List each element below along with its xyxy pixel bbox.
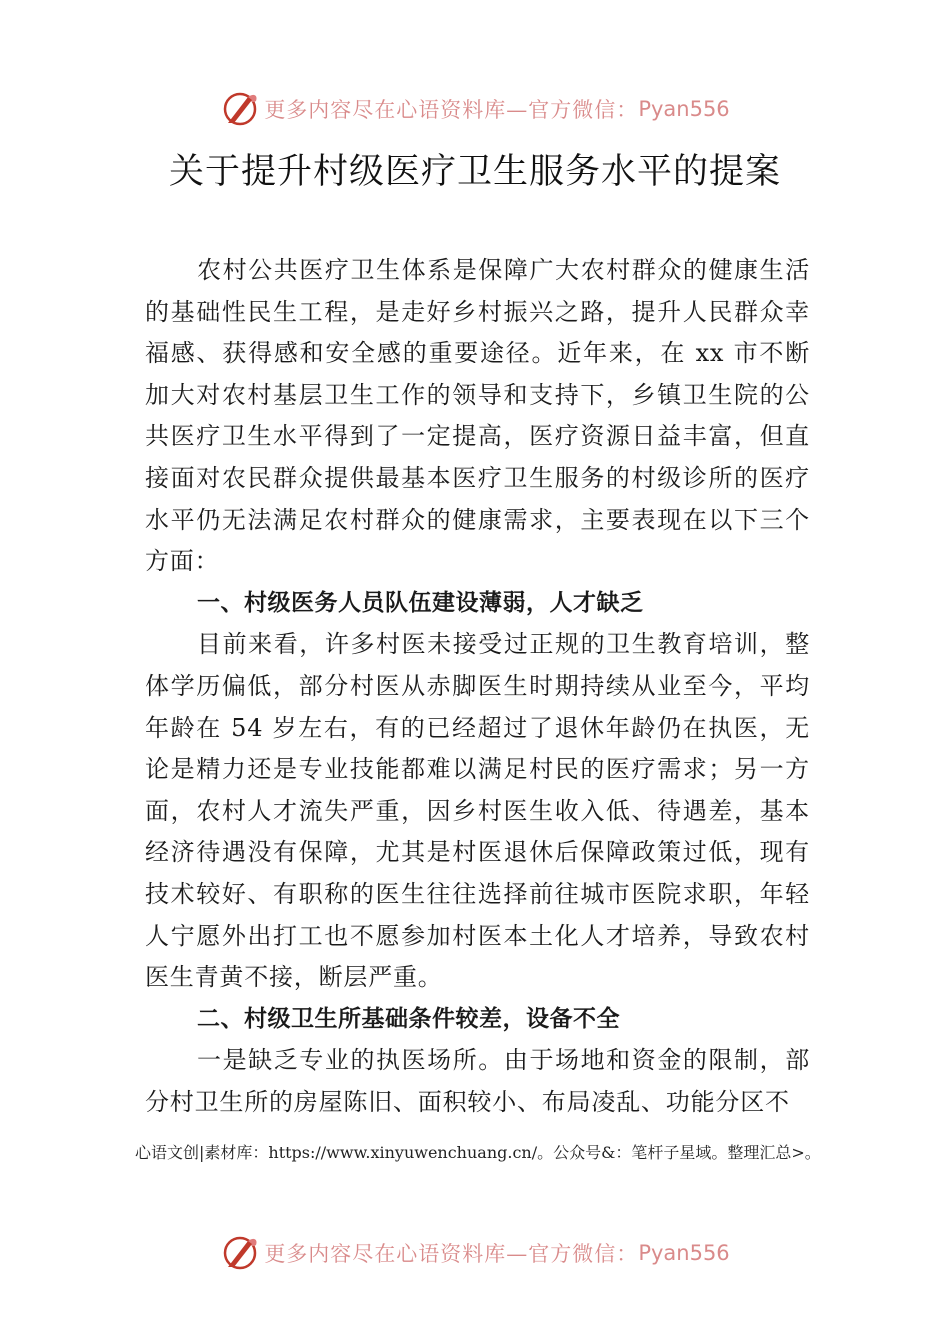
quill-logo-icon	[220, 1233, 260, 1273]
header-banner	[0, 84, 950, 134]
banner-wechat-id: Pyan556	[638, 97, 730, 121]
paragraph-intro: 农村公共医疗卫生体系是保障广大农村群众的健康生活的基础性民生工程，是走好乡村振兴之路，提升人民群众幸福感、获得感和安全感的重要途径。近年来，在 xx 市不断加大对农村基层卫生工作的领导和支持下，乡镇卫生院的公共医疗卫生水平得到了一定提高，医疗资源日益丰富，但直接面对农民群众提供最基本医疗卫生服务的村级诊所的医疗水平仍无法满足农村群众的健康需求，主要表现在以下三个方面：	[145, 256, 810, 576]
section-heading-2: 二、村级卫生所基础条件较差，设备不全	[197, 1005, 620, 1032]
source-footnote: 心语文创|素材库：https://www.xinyuwenchuang.cn/。公众号&：笔杆子星域。整理汇总>。	[135, 1143, 821, 1162]
paragraph-section-2: 一是缺乏专业的执医场所。由于场地和资金的限制，部分村卫生所的房屋陈旧、面积较小、布局凌乱、功能分区不	[145, 1046, 810, 1116]
document-title: 关于提升村级医疗卫生服务水平的提案	[168, 152, 781, 192]
footer-banner	[0, 1228, 950, 1278]
document-body	[145, 250, 810, 1123]
section-heading-1: 一、村级医务人员队伍建设薄弱，人才缺乏	[197, 589, 644, 616]
banner-text: 更多内容尽在心语资料库—官方微信：	[264, 98, 639, 122]
paragraph-section-1: 目前来看，许多村医未接受过正规的卫生教育培训，整体学历偏低，部分村医从赤脚医生时期持续从业至今，平均年龄在 54 岁左右，有的已经超过了退休年龄仍在执医，无论是精力还是专业技能都难以满足村民的医疗需求；另一方面，农村人才流失严重，因乡村医生收入低、待遇差，基本经济待遇没有保障，尤其是村医退休后保障政策过低，现有技术较好、有职称的医生往往选择前往城市医院求职，年轻人宁愿外出打工也不愿参加村医本土化人才培养，导致农村医生青黄不接，断层严重。	[145, 630, 810, 992]
quill-logo-icon	[220, 89, 260, 129]
banner-wechat-id: Pyan556	[638, 1241, 730, 1265]
banner-text: 更多内容尽在心语资料库—官方微信：	[264, 1242, 639, 1266]
